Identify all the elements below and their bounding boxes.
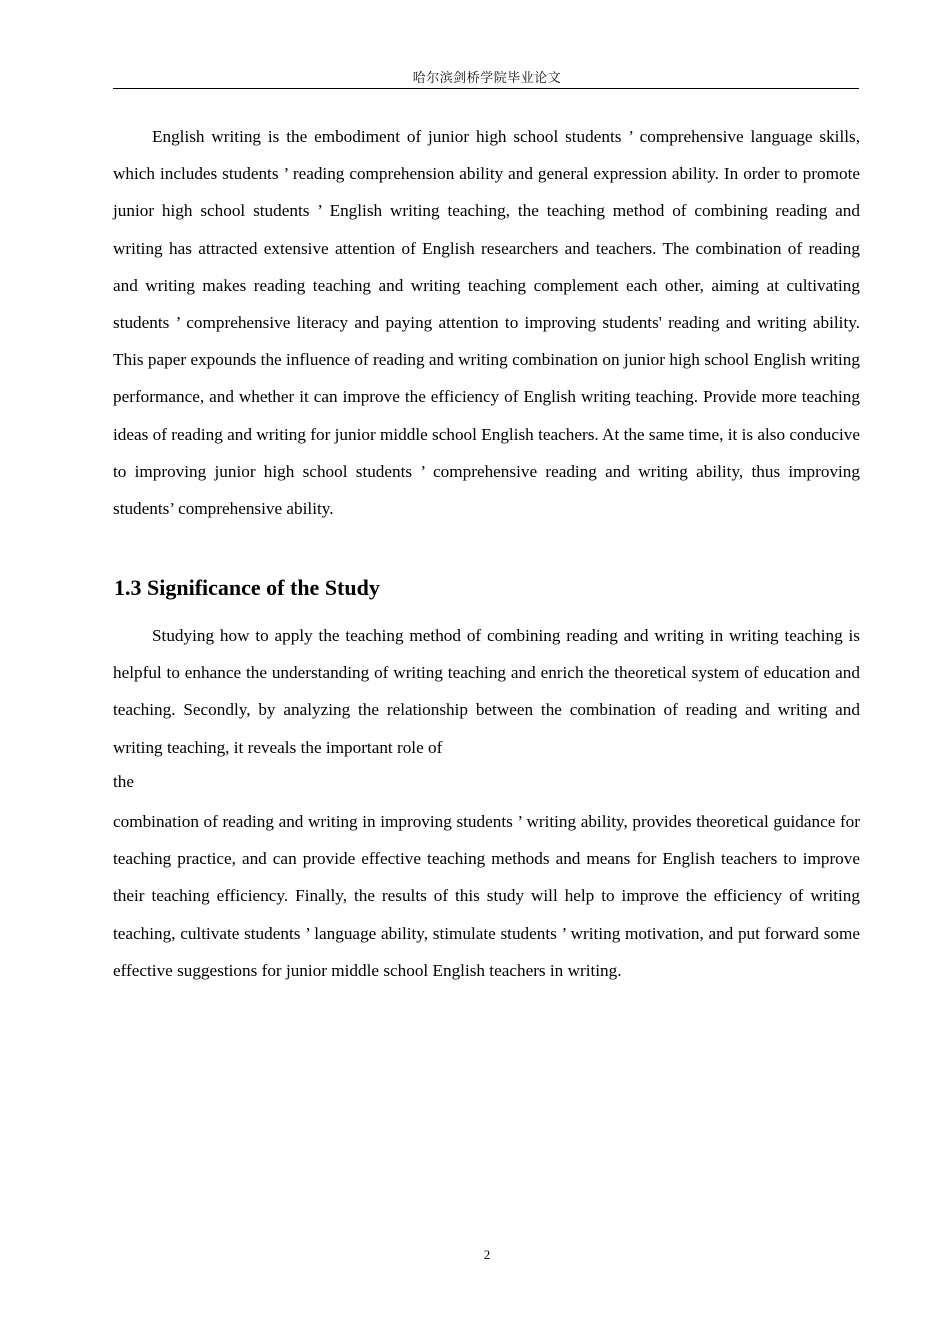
body-paragraph-1: English writing is the embodiment of junior high school students ’ comprehensive language skills, which includes students ’ reading comprehension ability and general expression ability. In order to promote junior high school students ’ English writing teaching, the teaching method of combining reading and writing has attracted extensive attention of English researchers and teachers. The combination of reading and writing makes reading teaching and writing teaching complement each other, aiming at cultivating students ’ comprehensive literacy and paying attention to improving students' reading and writing ability. This paper expounds the influence of reading and writing combination on junior high school English writing performance, and whether it can improve the efficiency of English writing teaching. Provide more teaching ideas of reading and writing for junior middle school English teachers. At the same time, it is also conducive to improving junior high school students ’ comprehensive reading and writing ability, thus improving students’ comprehensive ability. <box>113 127 860 519</box>
body-paragraph-2: Studying how to apply the teaching method of combining reading and writing in writing teaching is helpful to enhance the understanding of writing teaching and enrich the theoretical system of education and teaching. Secondly, by analyzing the relationship between the combination of reading and writing and writing teaching, it reveals the important role of <box>113 626 860 757</box>
body-paragraph-3: combination of reading and writing in improving students ’ writing ability, provides theoretical guidance for teaching practice, and can provide effective teaching methods and means for English teachers to improve their teaching efficiency. Finally, the results of this study will help to improve the efficiency of writing teaching, cultivate students ’ language ability, stimulate students ’ writing motivation, and put forward some effective suggestions for junior middle school English teachers in writing. <box>113 812 860 980</box>
body-paragraph-2-tail: the <box>113 772 134 791</box>
page-number: 2 <box>483 1247 491 1262</box>
section-heading: 1.3 Significance of the Study <box>114 575 380 600</box>
header-rule <box>113 88 859 89</box>
running-header: 哈尔滨剑桥学院毕业论文 <box>412 71 562 86</box>
